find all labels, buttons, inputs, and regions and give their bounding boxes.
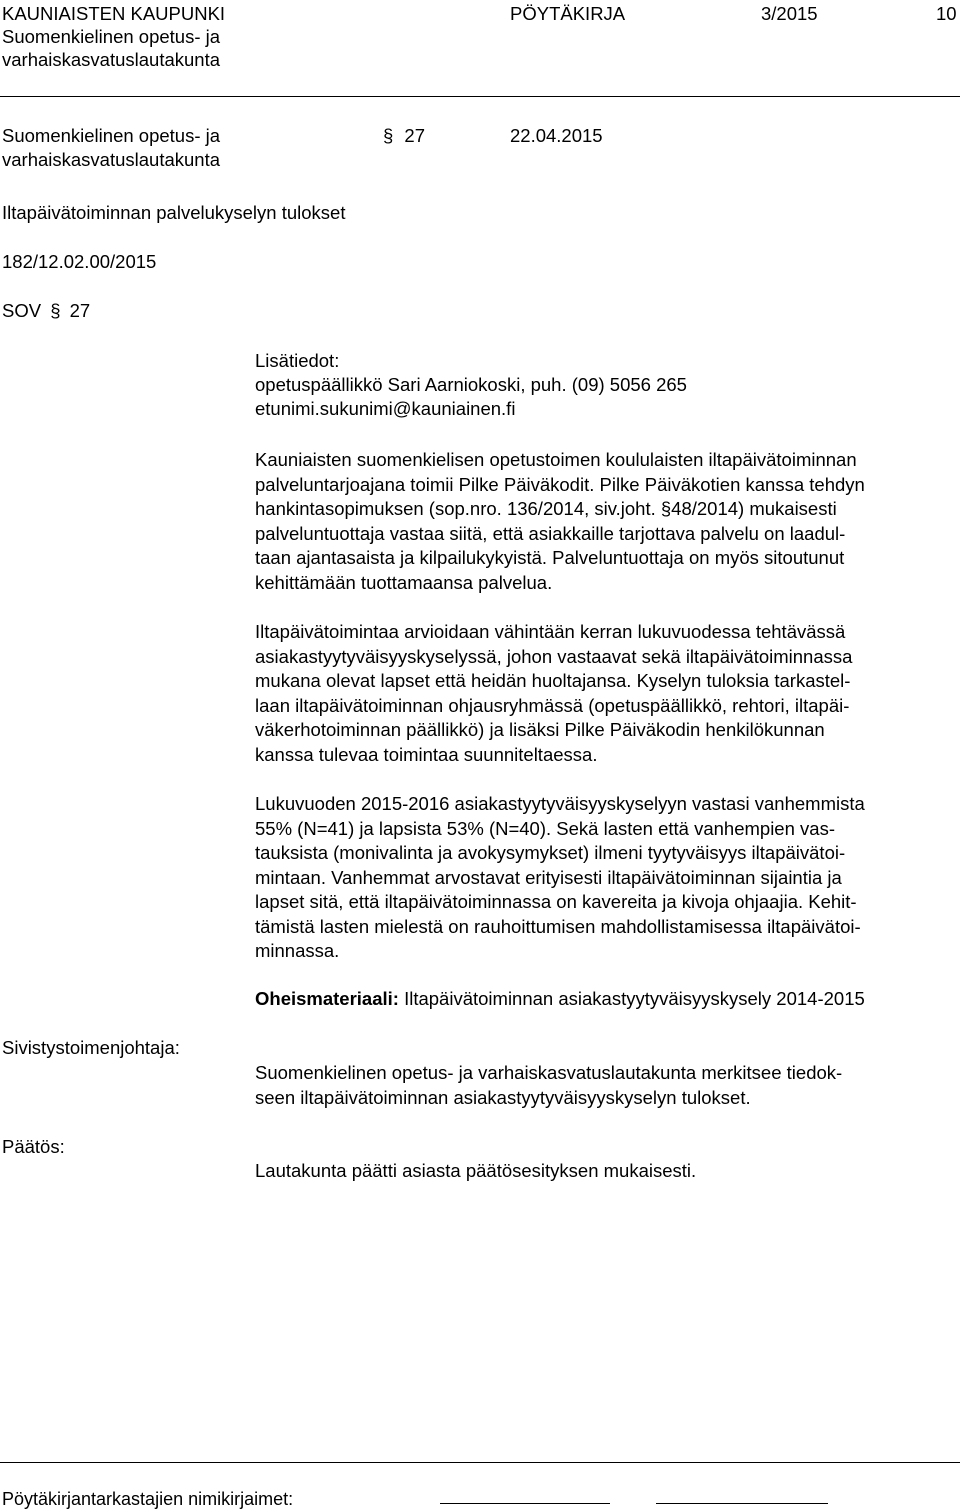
paragraph-line: tämistä lasten mielestä on rauhoittumisen mahdollistamisessa iltapäivätoi-: [255, 915, 861, 937]
attachment-label: Oheismateriaali:: [255, 988, 399, 1009]
meeting-date: 22.04.2015: [510, 125, 603, 146]
paragraph-line: Iltapäivätoimintaa arvioidaan vähintään kerran lukuvuodessa tehtävässä: [255, 621, 846, 642]
paragraph-line: palveluntuottaja vastaa siitä, että asiakkaille tarjottava palvelu on laadul-: [255, 522, 846, 544]
record-number: 182/12.02.00/2015: [2, 251, 157, 272]
item-title: Iltapäivätoiminnan palvelukyselyn tulokset: [2, 202, 346, 223]
contact-person: opetuspäällikkö Sari Aarniokoski, puh. (09) 5056 265: [255, 374, 687, 395]
meeting-board-line1: Suomenkielinen opetus- ja: [2, 125, 221, 146]
paragraph-line: Kauniaisten suomenkielisen opetustoimen koululaisten iltapäivätoiminnan: [255, 449, 857, 470]
attachment-line: [255, 988, 865, 1010]
contact-label: Lisätiedot:: [255, 350, 340, 371]
doc-number: 3/2015: [761, 3, 818, 24]
paragraph-line: asiakastyytyväisyyskyselyssä, johon vastaavat sekä iltapäivätoiminnassa: [255, 645, 853, 667]
paragraph-line: mukana olevat lapset että heidän huoltajansa. Kyselyn tuloksia tarkastel-: [255, 670, 851, 691]
proposal-text: [255, 1061, 955, 1110]
city-name: KAUNIAISTEN KAUPUNKI: [2, 3, 226, 24]
paragraph-line: 55% (N=41) ja lapsista 53% (N=40). Sekä lasten että vanhempien vas-: [255, 817, 835, 839]
paragraph-line: palveluntarjoajana toimii Pilke Päiväkodit. Pilke Päiväkotien kanssa tehdyn: [255, 473, 865, 495]
attachment-text: Iltapäivätoiminnan asiakastyytyväisyyskysely 2014-2015: [404, 988, 865, 1009]
paragraph-line: kanssa tulevaa toimintaa suunniteltaessa.: [255, 743, 598, 765]
paragraph-line: kehittämään tuottamaansa palvelua.: [255, 571, 553, 593]
paragraph-line: taan ajantasaista ja kilpailukykyistä. Palveluntuottaja on myös sitoutunut: [255, 547, 845, 568]
signatures-label: Pöytäkirjantarkastajien nimikirjaimet:: [2, 1489, 294, 1509]
proposal-line: seen iltapäivätoiminnan asiakastyytyväisyyskyselyn tulokset.: [255, 1086, 751, 1108]
contact-email: etunimi.sukunimi@kauniainen.fi: [255, 398, 516, 419]
doc-type: PÖYTÄKIRJA: [510, 3, 626, 24]
proposal-line: Suomenkielinen opetus- ja varhaiskasvatuslautakunta merkitsee tiedok-: [255, 1062, 843, 1083]
header-divider: [0, 96, 960, 97]
paragraph-line: Lukuvuoden 2015-2016 asiakastyytyväisyyskyselyyn vastasi vanhemmista: [255, 793, 865, 814]
paragraph-line: tauksista (monivalinta ja avokysymykset) ilmeni tyytyväisyys iltapäivätoi-: [255, 842, 846, 863]
board-name-line2: varhaiskasvatuslautakunta: [2, 49, 221, 70]
paragraph-line: hankintasopimuksen (sop.nro. 136/2014, siv.joht. §48/2014) mukaisesti: [255, 498, 837, 519]
meeting-board-line2: varhaiskasvatuslautakunta: [2, 149, 221, 170]
signature-line-1: [440, 1503, 610, 1504]
paragraph-line: lapset sitä, että iltapäivätoiminnassa on kavereita ja kivoja ohjaajia. Kehit-: [255, 891, 857, 912]
sov-reference: SOV § 27: [2, 300, 91, 321]
paragraph-3: [255, 792, 955, 964]
board-name-line1: Suomenkielinen opetus- ja: [2, 26, 221, 47]
decision-text: Lautakunta päätti asiasta päätösesityksen mukaisesti.: [255, 1160, 697, 1181]
paragraph-line: minnassa.: [255, 940, 340, 961]
paragraph-line: mintaan. Vanhemmat arvostavat erityisesti iltapäivätoiminnan sijaintia ja: [255, 866, 842, 888]
paragraph-line: laan iltapäivätoiminnan ohjausryhmässä (opetuspäällikkö, rehtori, iltapäi-: [255, 694, 850, 716]
proposal-label: Sivistystoimenjohtaja:: [2, 1037, 180, 1058]
signature-line-2: [656, 1503, 828, 1504]
paragraph-line: väkerhotoiminnan päällikkö) ja lisäksi Pilke Päiväkodin henkilökunnan: [255, 719, 825, 740]
paragraph-1: [255, 448, 955, 595]
page-number: 10: [936, 3, 957, 24]
paragraph-2: [255, 620, 955, 767]
footer-divider: [0, 1462, 960, 1463]
section-number: § 27: [383, 125, 426, 146]
decision-label: Päätös:: [2, 1136, 65, 1157]
